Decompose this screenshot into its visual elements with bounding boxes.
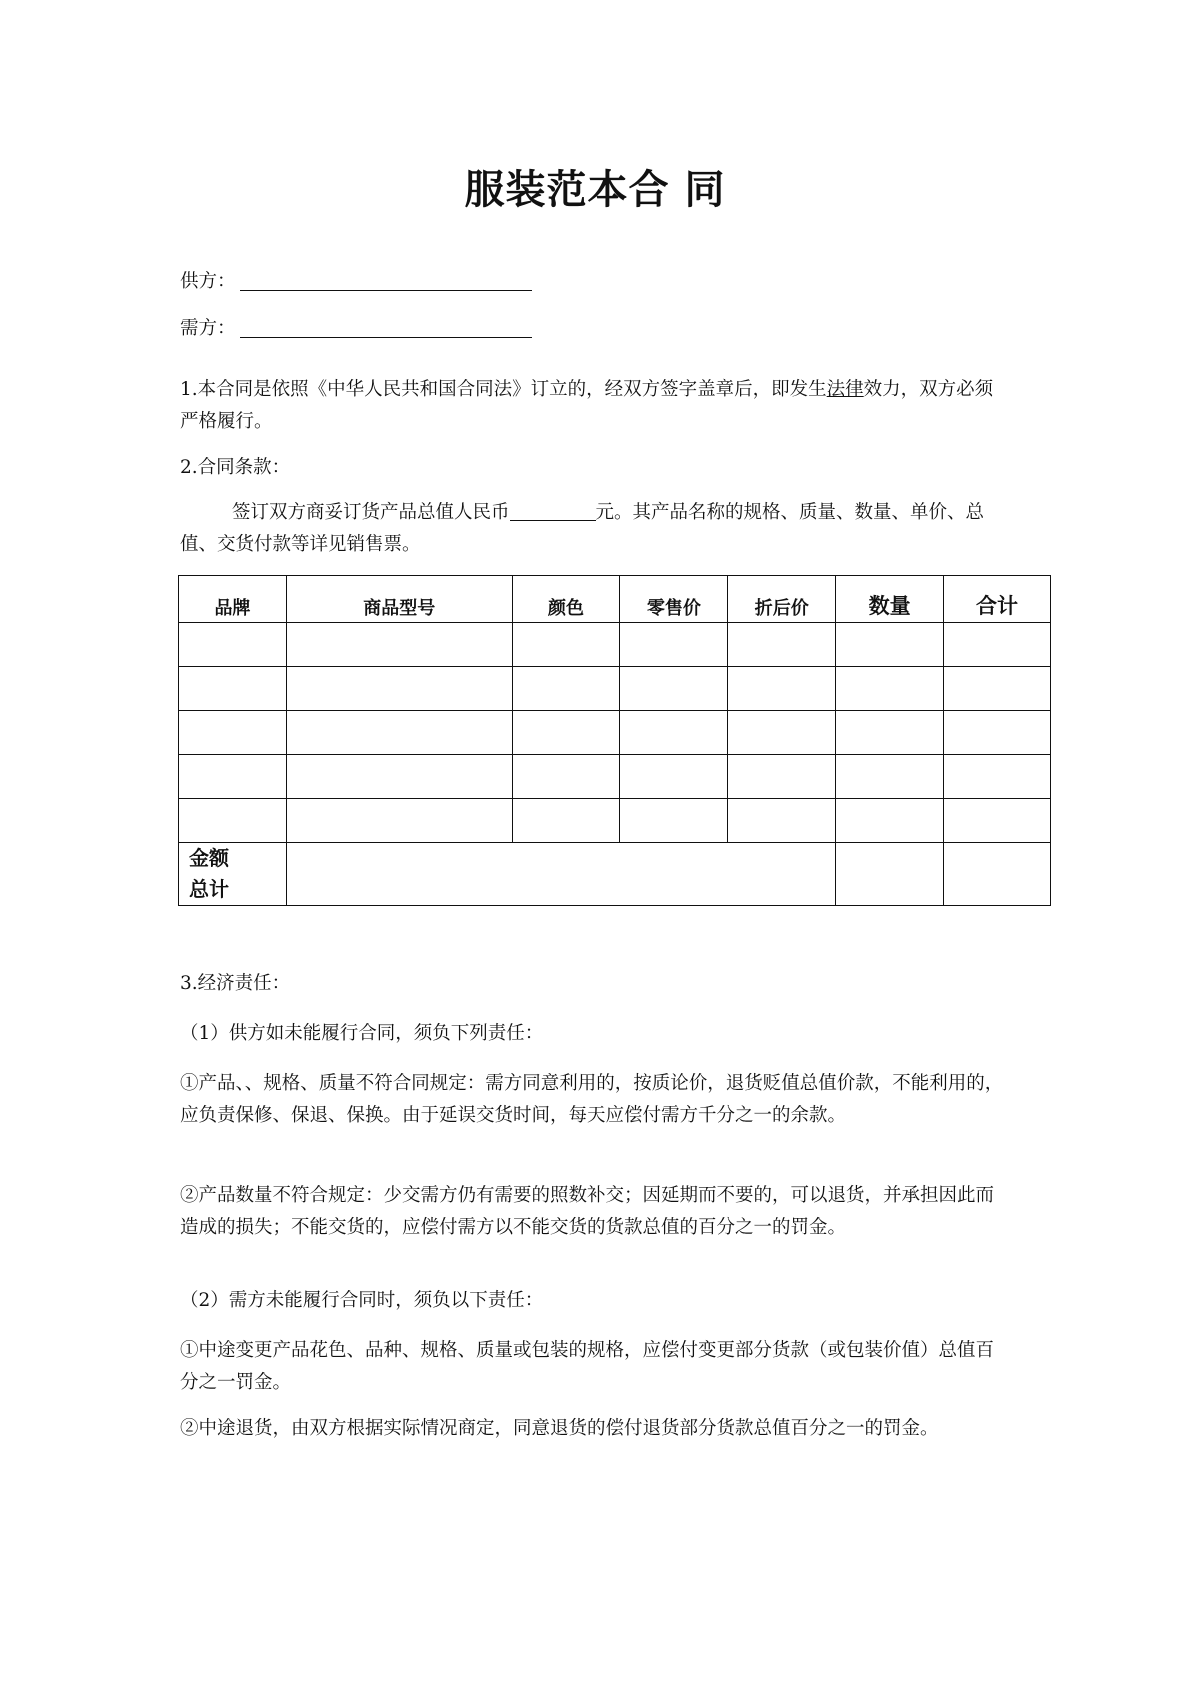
table-cell[interactable] [512, 799, 620, 843]
clause-1 [180, 374, 1010, 438]
table-cell[interactable] [179, 711, 287, 755]
supplier-line [180, 266, 1010, 298]
table-cell[interactable] [944, 711, 1051, 755]
table-cell[interactable] [836, 623, 944, 667]
clause-3-1-b: ②产品数量不符合规定：少交需方仍有需要的照数补交；因延期而不要的，可以退货，并承担因此而造成的损失；不能交货的，应偿付需方以不能交货的货款总值的百分之一的罚金。 [180, 1185, 995, 1238]
total-label-line1: 金额 [189, 846, 229, 870]
table-cell[interactable] [286, 799, 512, 843]
clause-2-text [180, 497, 1010, 561]
clause-3-2-a: ①中途变更产品花色、品种、规格、质量或包装的规格，应偿付变更部分货款（或包装价值）总值百分之一罚金。 [180, 1340, 995, 1393]
header-color: 颜色 [512, 576, 620, 623]
header-quantity: 数量 [836, 576, 944, 623]
total-label [179, 843, 287, 906]
clause-3-1: （1）供方如未能履行合同，须负下列责任： [180, 1023, 544, 1044]
total-sum-cell[interactable] [944, 843, 1051, 906]
supplier-blank [240, 268, 532, 291]
table-cell[interactable] [944, 667, 1051, 711]
table-cell[interactable] [512, 755, 620, 799]
buyer-label: 需方： [180, 318, 236, 339]
total-amount-cell[interactable] [286, 843, 835, 906]
table-cell[interactable] [512, 667, 620, 711]
total-quantity-cell[interactable] [836, 843, 944, 906]
table-cell[interactable] [620, 667, 728, 711]
table-cell[interactable] [286, 755, 512, 799]
clause-1-end: 效力，双方必须严格履行。 [180, 379, 994, 432]
clause-1-underlined: 法律 [826, 379, 864, 400]
clause-3-2-b: ②中途退货，由双方根据实际情况商定，同意退货的偿付退货部分货款总值百分之一的罚金。 [180, 1418, 939, 1439]
total-label-line2: 总计 [189, 877, 229, 901]
table-cell[interactable] [179, 799, 287, 843]
table-cell[interactable] [836, 799, 944, 843]
table-cell[interactable] [944, 623, 1051, 667]
goods-table [178, 575, 1051, 906]
buyer-line [180, 313, 1010, 345]
table-cell[interactable] [620, 755, 728, 799]
table-total-row [179, 843, 1051, 906]
table-cell[interactable] [728, 711, 836, 755]
clause-2-heading: 2.合同条款： [180, 457, 291, 478]
table-cell[interactable] [286, 623, 512, 667]
table-cell[interactable] [728, 799, 836, 843]
table-cell[interactable] [286, 711, 512, 755]
table-row [179, 755, 1051, 799]
header-subtotal: 合计 [944, 576, 1051, 623]
table-header-row [179, 576, 1051, 623]
table-cell[interactable] [836, 755, 944, 799]
table-cell[interactable] [620, 623, 728, 667]
table-row [179, 799, 1051, 843]
clause-2-text-b: 元。其产品名称的规格、质量、数量、单价、总值、交货付款等详见销售票。 [180, 502, 985, 555]
clause-1-text: 1.本合同是依照《中华人民共和国合同法》订立的，经双方签字盖章后，即发生 [180, 379, 827, 400]
header-brand: 品牌 [179, 576, 287, 623]
clause-2-text-a: 签订双方商妥订货产品总值人民币 [232, 502, 510, 523]
table-row [179, 623, 1051, 667]
table-cell[interactable] [944, 755, 1051, 799]
table-row [179, 667, 1051, 711]
clause-3-heading: 3.经济责任： [180, 973, 291, 994]
clause-3-2: （2）需方未能履行合同时，须负以下责任： [180, 1290, 544, 1311]
table-cell[interactable] [620, 799, 728, 843]
buyer-blank [240, 315, 532, 338]
table-cell[interactable] [944, 799, 1051, 843]
table-cell[interactable] [512, 623, 620, 667]
table-cell[interactable] [728, 623, 836, 667]
header-model: 商品型号 [286, 576, 512, 623]
table-cell[interactable] [728, 755, 836, 799]
supplier-label: 供方： [180, 271, 236, 292]
table-cell[interactable] [620, 711, 728, 755]
table-cell[interactable] [512, 711, 620, 755]
table-cell[interactable] [836, 667, 944, 711]
clause-3-1-a: ①产品、、规格、质量不符合同规定：需方同意利用的，按质论价，退货贬值总值价款，不能利用的，应负责保修、保退、保换。由于延误交货时间，每天应偿付需方千分之一的余款。 [180, 1073, 1004, 1126]
table-cell[interactable] [179, 755, 287, 799]
header-discount-price: 折后价 [728, 576, 836, 623]
table-cell[interactable] [728, 667, 836, 711]
table-cell[interactable] [179, 623, 287, 667]
table-cell[interactable] [286, 667, 512, 711]
table-row [179, 711, 1051, 755]
header-retail-price: 零售价 [620, 576, 728, 623]
amount-blank [510, 500, 596, 521]
table-cell[interactable] [179, 667, 287, 711]
document-title: 服装范本合 同 [464, 167, 726, 213]
table-cell[interactable] [836, 711, 944, 755]
